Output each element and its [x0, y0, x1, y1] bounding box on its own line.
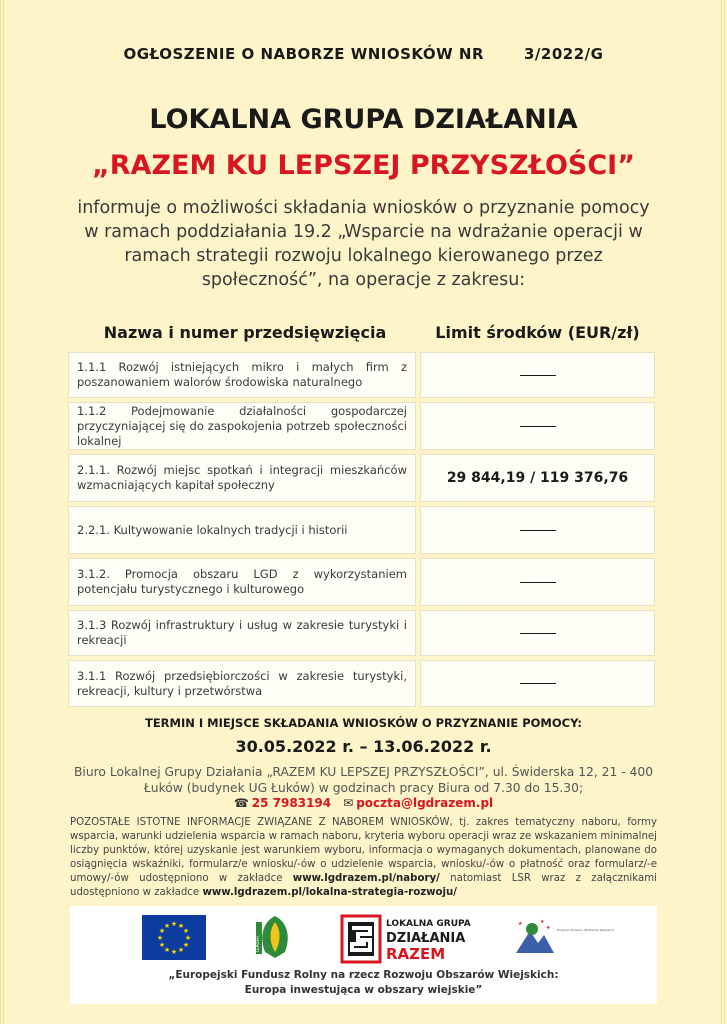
- svg-text:★: ★: [170, 948, 178, 956]
- limit-cell: [420, 352, 655, 398]
- limit-cell: [420, 610, 655, 656]
- project-name-cell: [68, 454, 416, 502]
- svg-text:★: ★: [518, 921, 523, 927]
- svg-text:★: ★: [177, 922, 185, 930]
- column-header-name: Nazwa i numer przedsięwzięcia: [103, 323, 387, 342]
- email-link[interactable]: poczta@lgdrazem.pl: [356, 795, 494, 810]
- table-row: [68, 454, 655, 502]
- empty-limit-dash: [520, 375, 556, 376]
- phone-icon: ☎: [233, 795, 249, 810]
- header-number: 3/2022/G: [524, 45, 604, 63]
- svg-text:★: ★: [546, 925, 551, 931]
- info-text: POZOSTAŁE ISTOTNE INFORMACJE ZWIĄZANE Z NABOREM WNIOSKÓW, tj. zakres tematyczny naboru, formy wsparcia, warunki udzielenia wsparcia w ramach naboru, kryteria wyboru operacji wraz ze wskazaniem minimalnej liczby punktów, której uzyskanie jest warunkiem wyboru, informacja o wymaganych dokumentach, planowane do osiągnięcia wskaźniki, formularz/e wniosku/-ów o udzielenie wsparcia, wniosku/-ów o płatność oraz formularz/-e umowy/-ów udostępniono w zakładce: [70, 817, 657, 884]
- svg-text:★: ★: [177, 946, 185, 954]
- lgd-logo-line2: DZIAŁANIA: [386, 931, 466, 946]
- project-name: 2.1.1. Rozwój miejsc spotkań i integracji mieszkańców wzmacniających kapitał społeczny: [77, 463, 407, 492]
- svg-text:★: ★: [184, 934, 192, 942]
- limit-cell: [420, 558, 655, 606]
- table-row: [68, 558, 655, 606]
- announcement-header: [0, 45, 727, 63]
- intro-text: informuje o możliwości składania wniosków o przyznanie pomocy w ramach poddziałania 19.2 „Wsparcie na wdrażanie operacji w ramach strategii rozwoju lokalnego kierowanego przez społeczność”, na operacje z zakresu:: [77, 198, 650, 290]
- prow-logo-icon: [510, 915, 614, 963]
- deadline-heading: TERMIN I MIEJSCE SKŁADANIA WNIOSKÓW O PRZYZNANIE POMOCY:: [144, 716, 582, 730]
- project-name: 2.2.1. Kultywowanie lokalnych tradycji i historii: [77, 522, 348, 537]
- caption-line-2: Europa inwestująca w obszary wiejskie”: [244, 984, 483, 996]
- header-label: OGŁOSZENIE O NABORZE WNIOSKÓW NR: [123, 45, 484, 63]
- empty-limit-dash: [520, 633, 556, 634]
- caption-line-1: „Europejski Fundusz Rolny na rzecz Rozwoju Obszarów Wiejskich:: [168, 969, 559, 981]
- table-row: [68, 660, 655, 707]
- project-name-cell: [68, 506, 416, 554]
- nabory-link[interactable]: www.lgdrazem.pl/nabory/: [292, 873, 440, 884]
- project-name-cell: [68, 610, 416, 656]
- limit-cell: [420, 660, 655, 707]
- project-name: 1.1.1 Rozwój istniejących mikro i małych firm z poszanowaniem walorów środowiska naturalnego: [77, 360, 407, 389]
- project-name: 1.1.2 Podejmowanie działalności gospodarczej przyczyniającej się do zaspokojenia potrzeb społeczności lokalnej: [77, 403, 407, 448]
- table-row: [68, 506, 655, 554]
- project-name: 3.1.3 Rozwój infrastruktury i usług w zakresie turystyki i rekreacji: [77, 618, 407, 647]
- deadline-dates: 30.05.2022 r. – 13.06.2022 r.: [235, 737, 492, 756]
- svg-text:★: ★: [158, 927, 166, 935]
- empty-limit-dash: [520, 582, 556, 583]
- project-name: 3.1.2. Promocja obszaru LGD z wykorzystaniem potencjału turystycznego i kulturowego: [77, 567, 407, 596]
- table-row: [68, 402, 655, 450]
- lgd-logo-line1: LOKALNA GRUPA: [386, 919, 471, 929]
- empty-limit-dash: [520, 530, 556, 531]
- svg-text:★: ★: [158, 941, 166, 949]
- limit-cell: [420, 506, 655, 554]
- org-name: „RAZEM KU LEPSZEJ PRZYSZŁOŚCI”: [92, 150, 635, 181]
- limit-cell: [420, 402, 655, 450]
- svg-text:★: ★: [163, 946, 171, 954]
- lsr-link[interactable]: www.lgdrazem.pl/lokalna-strategia-rozwoju/: [202, 887, 458, 898]
- info-text-2: natomiast LSR wraz z załącznikami udostępniono w zakładce: [70, 873, 657, 898]
- org-title: LOKALNA GRUPA DZIAŁANIA: [149, 104, 578, 135]
- additional-info: [70, 816, 657, 900]
- svg-text:★: ★: [182, 941, 190, 949]
- logos-footer: [70, 906, 657, 1004]
- limit-value: 29 844,19 / 119 376,76: [446, 470, 629, 486]
- contact-line: [0, 795, 727, 810]
- project-name-cell: [68, 352, 416, 398]
- svg-text:★: ★: [163, 922, 171, 930]
- leader-logo-text: LEADER: [255, 936, 260, 952]
- column-header-limit: Limit środków (EUR/zł): [435, 323, 640, 342]
- project-name-cell: [68, 402, 416, 450]
- empty-limit-dash: [520, 426, 556, 427]
- prow-logo-text: Program Rozwoju Obszarów Wiejskich: [557, 928, 614, 932]
- envelope-icon: ✉: [343, 795, 354, 810]
- lgd-razem-logo-icon: [340, 912, 480, 966]
- svg-text:★: ★: [156, 934, 164, 942]
- svg-text:★: ★: [170, 920, 178, 928]
- svg-text:★: ★: [182, 927, 190, 935]
- phone-number[interactable]: 25 7983194: [251, 795, 332, 810]
- table-row: [68, 352, 655, 398]
- lgd-logo-line3: RAZEM: [386, 945, 446, 963]
- project-name-cell: [68, 660, 416, 707]
- empty-limit-dash: [520, 683, 556, 684]
- office-address: Biuro Lokalnej Grupy Działania „RAZEM KU LEPSZEJ PRZYSZŁOŚCI”, ul. Świderska 12, 21 - 400 Łuków (budynek UG Łuków) w godzinach pracy Biura od 7.30 do 15.30;: [73, 765, 654, 795]
- project-name: 3.1.1 Rozwój przedsiębiorczości w zakresie turystyki, rekreacji, kultury i przetwórstwa: [77, 668, 407, 698]
- leader-logo-icon: [253, 912, 297, 962]
- eu-flag-icon: [142, 915, 206, 960]
- eafrd-caption: [70, 968, 657, 998]
- limit-cell: [420, 454, 655, 502]
- project-name-cell: [68, 558, 416, 606]
- table-row: [68, 610, 655, 656]
- svg-text:★: ★: [540, 919, 545, 925]
